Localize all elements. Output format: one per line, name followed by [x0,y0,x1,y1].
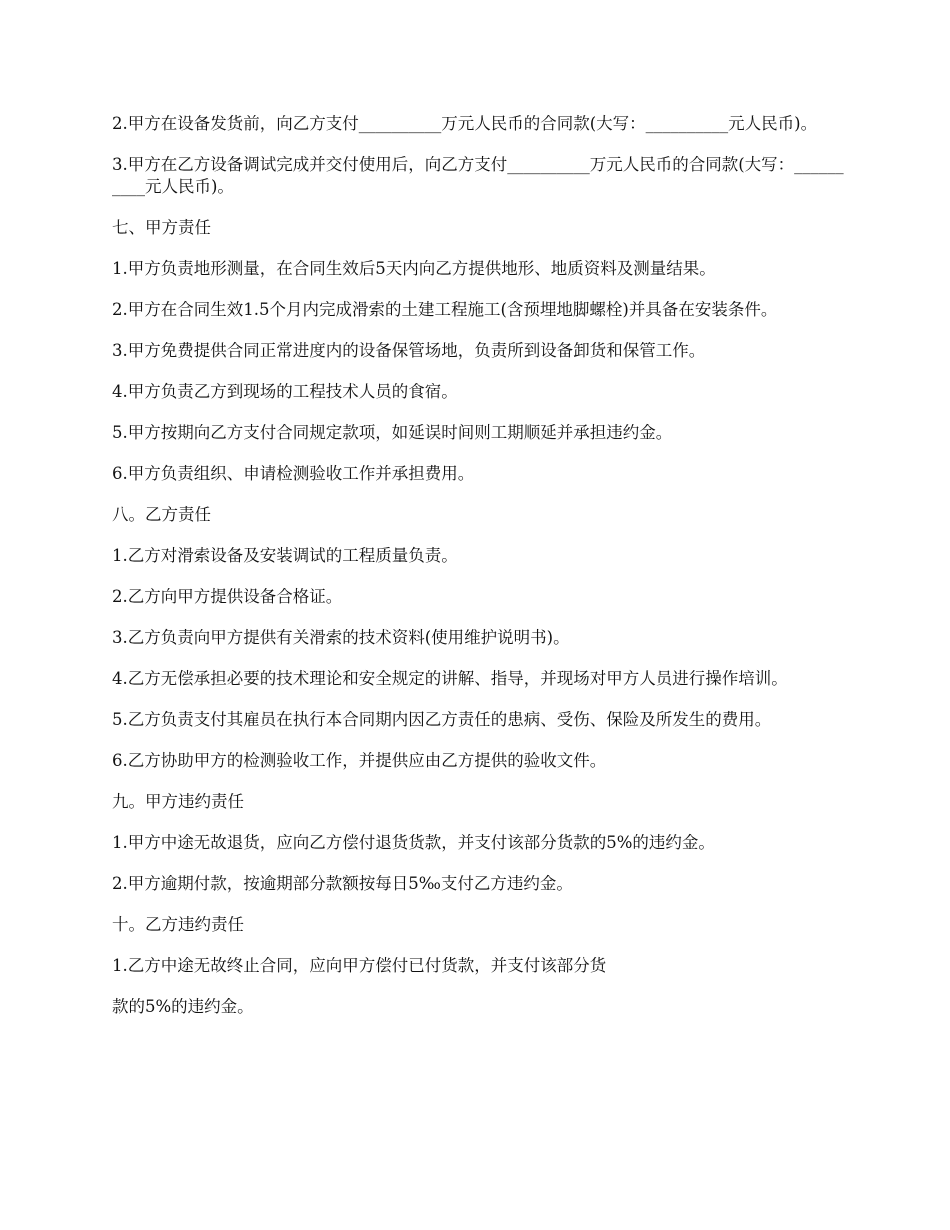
party-b-duty-1: 1.乙方对滑索设备及安装调试的工程质量负责。 [112,546,458,565]
party-a-duty-4: 4.甲方负责乙方到现场的工程技术人员的食宿。 [112,382,458,401]
party-b-duty-6: 6.乙方协助甲方的检测验收工作，并提供应由乙方提供的验收文件。 [112,751,607,770]
party-a-breach-2: 2.甲方逾期付款，按逾期部分款额按每日5‰支付乙方违约金。 [112,874,573,893]
section-heading-party-a-duties: 七、甲方责任 [112,218,211,237]
party-b-breach-1-continued: 款的5%的违约金。 [112,997,254,1016]
section-heading-party-a-breach: 九。甲方违约责任 [112,792,244,811]
section-heading-party-b-duties: 八。乙方责任 [112,505,211,524]
clause-3-payment-after-commissioning: 3.甲方在乙方设备调试完成并交付使用后，向乙方支付__________万元人民币的合同款(大写：__________元人民币)。 [112,155,844,196]
party-b-duty-3: 3.乙方负责向甲方提供有关滑索的技术资料(使用维护说明书)。 [112,628,570,647]
clause-2-payment-before-shipment: 2.甲方在设备发货前，向乙方支付__________万元人民币的合同款(大写：__________元人民币)。 [112,114,818,133]
party-b-duty-2: 2.乙方向甲方提供设备合格证。 [112,587,343,606]
party-a-breach-1: 1.甲方中途无故退货，应向乙方偿付退货货款，并支付该部分货款的5%的违约金。 [112,833,715,852]
party-a-duty-5: 5.甲方按期向乙方支付合同规定款项，如延误时间则工期顺延并承担违约金。 [112,423,673,442]
party-a-duty-1: 1.甲方负责地形测量，在合同生效后5天内向乙方提供地形、地质资料及测量结果。 [112,259,716,278]
document-body [112,113,847,1037]
party-b-duty-5: 5.乙方负责支付其雇员在执行本合同期内因乙方责任的患病、受伤、保险及所发生的费用。 [112,710,772,729]
party-b-breach-1: 1.乙方中途无故终止合同，应向甲方偿付已付货款，并支付该部分货 [112,956,607,975]
section-heading-party-b-breach: 十。乙方违约责任 [112,915,244,934]
party-a-duty-3: 3.甲方免费提供合同正常进度内的设备保管场地，负责所到设备卸货和保管工作。 [112,341,706,360]
party-a-duty-6: 6.甲方负责组织、申请检测验收工作并承担费用。 [112,464,475,483]
party-a-duty-2: 2.甲方在合同生效1.5个月内完成滑索的土建工程施工(含预埋地脚螺栓)并具备在安装条件。 [112,300,778,319]
party-b-duty-4: 4.乙方无偿承担必要的技术理论和安全规定的讲解、指导，并现场对甲方人员进行操作培训。 [112,669,788,688]
